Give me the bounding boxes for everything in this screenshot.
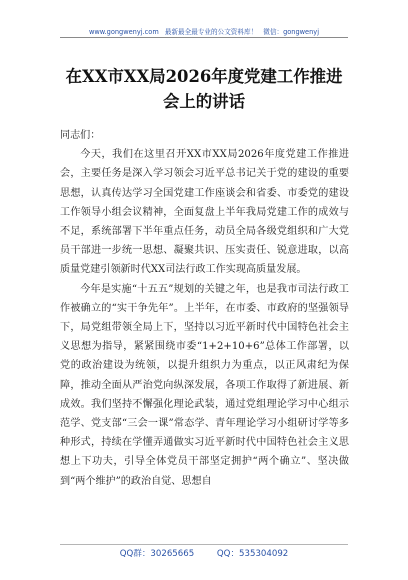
document-body <box>60 126 349 491</box>
document-title: 在XX市XX局2026年度党建工作推进会上的讲话 <box>65 67 343 111</box>
paragraph-2: 今年是实施“十五五”规划的关键之年，也是我市司法行政工作被确立的“实干争先年”。上半年，在市委、市政府的坚强领导下，局党组带领全局上下，坚持以习近平新时代中国特色社会主义思想为指导，紧紧围绕市委“1+2+10+6”总体工作部署，以党的政治建设为统领，以提升组织力为重点，以正风肃纪为保障，推动全面从严治党向纵深发展，各项工作取得了新进展、新成效。我们坚持不懈强化理论武装，通过党组理论学习中心组示范学、党支部“三会一课”常态学、青年理论学习小组研讨学等多种形式，持续在学懂弄通做实习近平新时代中国特色社会主义思想上下功夫，引导全体党员干部坚定拥护“两个确立”、坚决做到“两个维护”的政治自觉、思想自 <box>60 283 349 487</box>
header-site-link[interactable]: www.gongwenyj.com <box>88 28 159 36</box>
footer-qq-group: QQ群：30265665 <box>119 549 195 559</box>
salutation: 同志们： <box>60 130 101 141</box>
header-wechat: 微信：gongwenyj <box>263 28 320 36</box>
header-divider <box>60 37 348 38</box>
header-banner <box>0 26 408 36</box>
header-slogan: 最新最全最专业的公文资料库！ <box>164 28 258 36</box>
paragraph-1: 今天，我们在这里召开XX市XX局2026年度党建工作推进会，主要任务是深入学习领会习近平总书记关于党的建设的重要思想，认真传达学习全国党建工作座谈会和省委、市委党的建设工作领导小组会议精神，全面复盘上半年我局党建工作的成效与不足，系统部署下半年重点任务，动员全局各级党组织和广大党员干部进一步统一思想、凝聚共识、压实责任、锐意进取，以高质量党建引领新时代XX司法行政工作实现高质量发展。 <box>60 149 349 276</box>
footer-qq: QQ：535304092 <box>216 549 289 559</box>
footer <box>0 547 408 559</box>
footer-divider <box>60 544 348 545</box>
